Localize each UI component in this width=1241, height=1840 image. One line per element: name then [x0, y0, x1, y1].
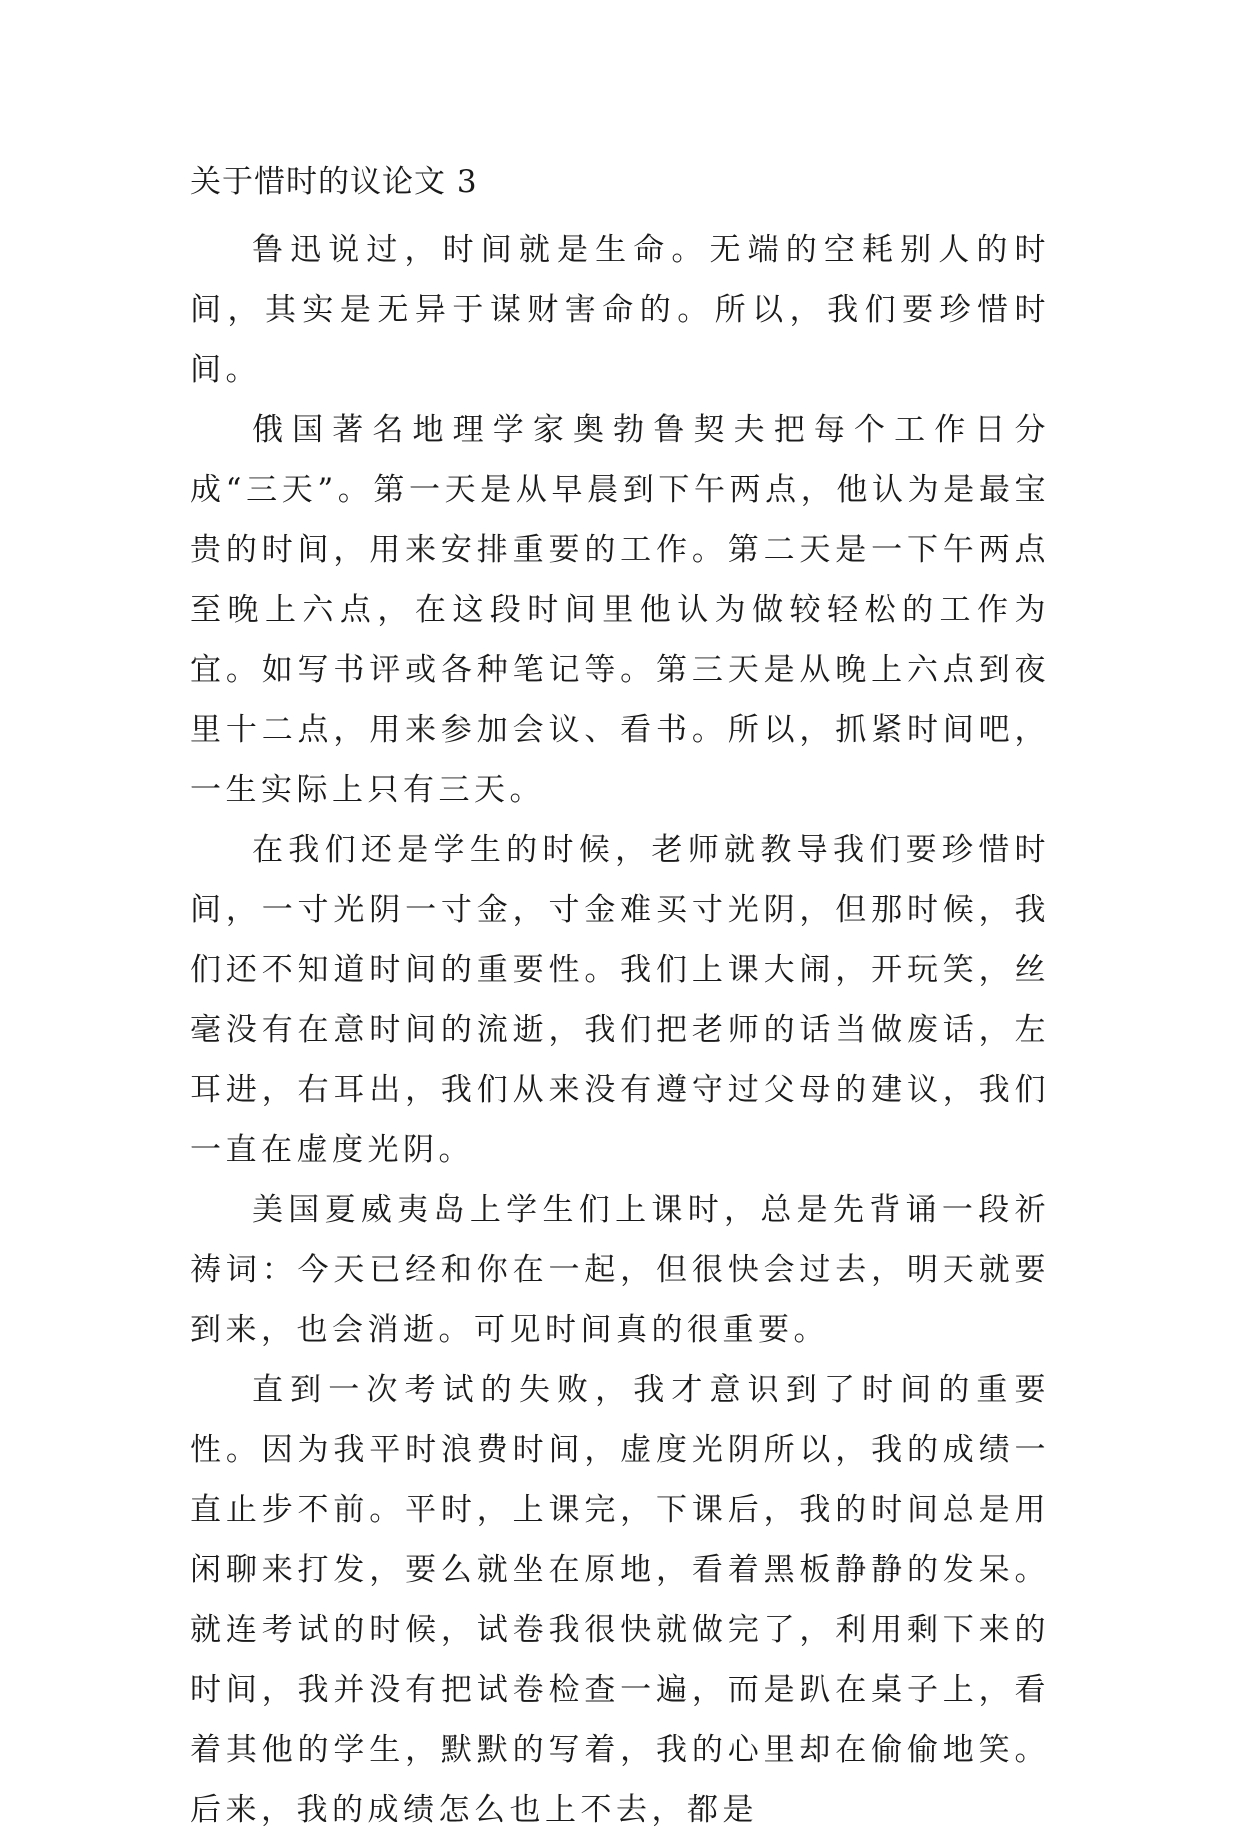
document-body — [190, 220, 1050, 1840]
paragraph: 俄国著名地理学家奥勃鲁契夫把每个工作日分成“三天”。第一天是从早晨到下午两点，他认为是最宝贵的时间，用来安排重要的工作。第二天是一下午两点至晚上六点，在这段时间里他认为做较轻松的工作为宜。如写书评或各种笔记等。第三天是从晚上六点到夜里十二点，用来参加会议、看书。所以，抓紧时间吧，一生实际上只有三天。 — [190, 412, 1050, 808]
paragraph: 美国夏威夷岛上学生们上课时，总是先背诵一段祈祷词：今天已经和你在一起，但很快会过去，明天就要到来，也会消逝。可见时间真的很重要。 — [190, 1192, 1050, 1348]
paragraph: 在我们还是学生的时候，老师就教导我们要珍惜时间，一寸光阴一寸金，寸金难买寸光阴，但那时候，我们还不知道时间的重要性。我们上课大闹，开玩笑，丝毫没有在意时间的流逝，我们把老师的话当做废话，左耳进，右耳出，我们从来没有遵守过父母的建议，我们一直在虚度光阴。 — [190, 832, 1050, 1168]
paragraph: 鲁迅说过，时间就是生命。无端的空耗别人的时间，其实是无异于谋财害命的。所以，我们要珍惜时间。 — [190, 232, 1050, 388]
paragraph: 直到一次考试的失败，我才意识到了时间的重要性。因为我平时浪费时间，虚度光阴所以，我的成绩一直止步不前。平时，上课完，下课后，我的时间总是用闲聊来打发，要么就坐在原地，看着黑板静静的发呆。就连考试的时候，试卷我很快就做完了，利用剩下来的时间，我并没有把试卷检查一遍，而是趴在桌子上，看着其他的学生，默默的写着，我的心里却在偷偷地笑。后来，我的成绩怎么也上不去，都是 — [190, 1372, 1050, 1828]
document-title: 关于惜时的议论文 3 — [190, 164, 478, 200]
